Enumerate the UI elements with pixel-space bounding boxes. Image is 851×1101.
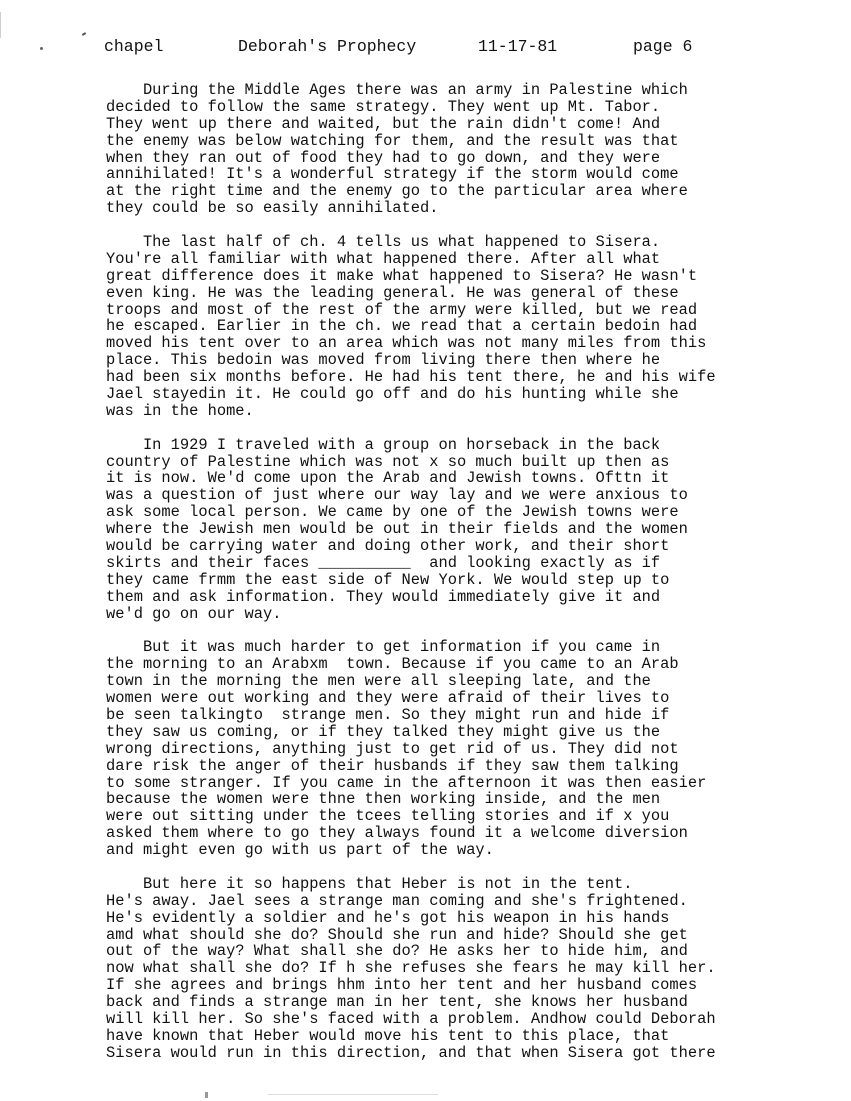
text-line: was in the home. [106,401,254,420]
text-line: we'd go on our way. [106,604,282,623]
scan-bottom-mark [205,1092,208,1098]
text-line: had been six months before. He had his tent there, he and his wife [106,368,716,387]
paragraph [106,639,806,859]
text-line: the morning to an Arabxm town. Because if you came to an Arab [106,655,679,674]
text-line: But it was much harder to get information if you came in [106,638,661,657]
page-header [104,37,804,59]
text-line: women were out working and they were afraid of their lives to [106,689,670,708]
text-line: wrong directions, anything just to get rid of us. They did not [106,739,679,758]
text-line: moved his tent over to an area which was not many miles from this [106,334,707,353]
scan-dot-mark [40,47,43,50]
text-line: they came frmm the east side of New York. We would step up to [106,570,670,589]
text-line: the enemy was below watching for them, and the result was that [106,131,679,150]
text-line: decided to follow the same strategy. They went up Mt. Tabor. [106,97,661,116]
text-line: You're all familiar with what happened there. After all what [106,249,661,268]
text-line: out of the way? What shall she do? He asks her to hide him, and [106,942,688,961]
paragraph [106,234,806,420]
text-line: when they ran out of food they had to go down, and they were [106,148,661,167]
text-line: amd what should she do? Should she run and hide? Should she get [106,925,688,944]
text-line: But here it so happens that Heber is not in the tent. [106,874,633,893]
text-line: it is now. We'd come upon the Arab and Jewish towns. Ofttn it [106,469,670,488]
text-line: have known that Heber would move his tent to this place, that [106,1026,670,1045]
text-line: now what shall she do? If h she refuses she fears he may kill her. [106,959,716,978]
text-line: they could be so easily annihilated. [106,199,439,218]
text-line: asked them where to go they always found it a welcome diversion [106,824,688,843]
scan-bottom-line [268,1094,438,1095]
header-page-number: page 6 [633,37,693,56]
paragraph [106,437,806,623]
text-line: would be carrying water and doing other work, and their short [106,537,670,556]
text-line: was a question of just where our way lay and we were anxious to [106,486,688,505]
text-line: they saw us coming, or if they talked they might give us the [106,722,661,741]
text-line: troops and most of the rest of the army were killed, but we read [106,300,698,319]
text-line: ask some local person. We came by one of the Jewish towns were [106,503,679,522]
paragraph [106,876,806,1062]
text-line: even king. He was the leading general. He was general of these [106,283,679,302]
text-line: He's evidently a soldier and he's got his weapon in his hands [106,908,670,927]
text-line: at the right time and the enemy go to the particular area where [106,182,688,201]
text-line: country of Palestine which was not x so much built up then as [106,452,670,471]
text-line: In 1929 I traveled with a group on horseback in the back [106,435,661,454]
text-line: place. This bedoin was moved from living there then where he [106,351,661,370]
text-line: Sisera would run in this direction, and that when Sisera got there [106,1043,716,1062]
text-line: town in the morning the men were all sleeping late, and the [106,672,651,691]
text-line: great difference does it make what happened to Sisera? He wasn't [106,266,698,285]
text-line: because the women were thne then working inside, and the men [106,790,661,809]
text-line: be seen talkingto strange men. So they might run and hide if [106,705,670,724]
text-line: were out sitting under the tcees telling stories and if x you [106,807,670,826]
text-line: where the Jewish men would be out in their fields and the women [106,520,688,539]
text-line: back and finds a strange man in her tent, she knows her husband [106,993,688,1012]
header-section: chapel [104,37,164,56]
text-line: He's away. Jael sees a strange man coming and she's frightened. [106,891,688,910]
header-title: Deborah's Prophecy [238,37,417,56]
text-line: Jael stayedin it. He could go off and do his hunting while she [106,385,679,404]
scan-edge-mark [0,12,1,38]
text-line: he escaped. Earlier in the ch. we read that a certain bedoin had [106,317,698,336]
text-line: and might even go with us part of the way. [106,841,494,860]
scan-tick-mark [82,32,86,36]
document-body [106,82,806,1079]
text-line: They went up there and waited, but the rain didn't come! And [106,114,661,133]
text-line: dare risk the anger of their husbands if they saw them talking [106,756,679,775]
text-line: them and ask information. They would immediately give it and [106,587,661,606]
text-line: will kill her. So she's faced with a problem. Andhow could Deborah [106,1009,716,1028]
header-date: 11-17-81 [478,37,558,56]
text-line: annihilated! It's a wonderful strategy if the storm would come [106,165,679,184]
text-line: If she agrees and brings hhm into her tent and her husband comes [106,976,698,995]
text-line: to some stranger. If you came in the afternoon it was then easier [106,773,707,792]
paragraph [106,82,806,217]
text-line: During the Middle Ages there was an army in Palestine which [106,81,688,99]
text-line: The last half of ch. 4 tells us what happened to Sisera. [106,233,661,252]
text-line: skirts and their faces __________ and looking exactly as if [106,553,661,572]
